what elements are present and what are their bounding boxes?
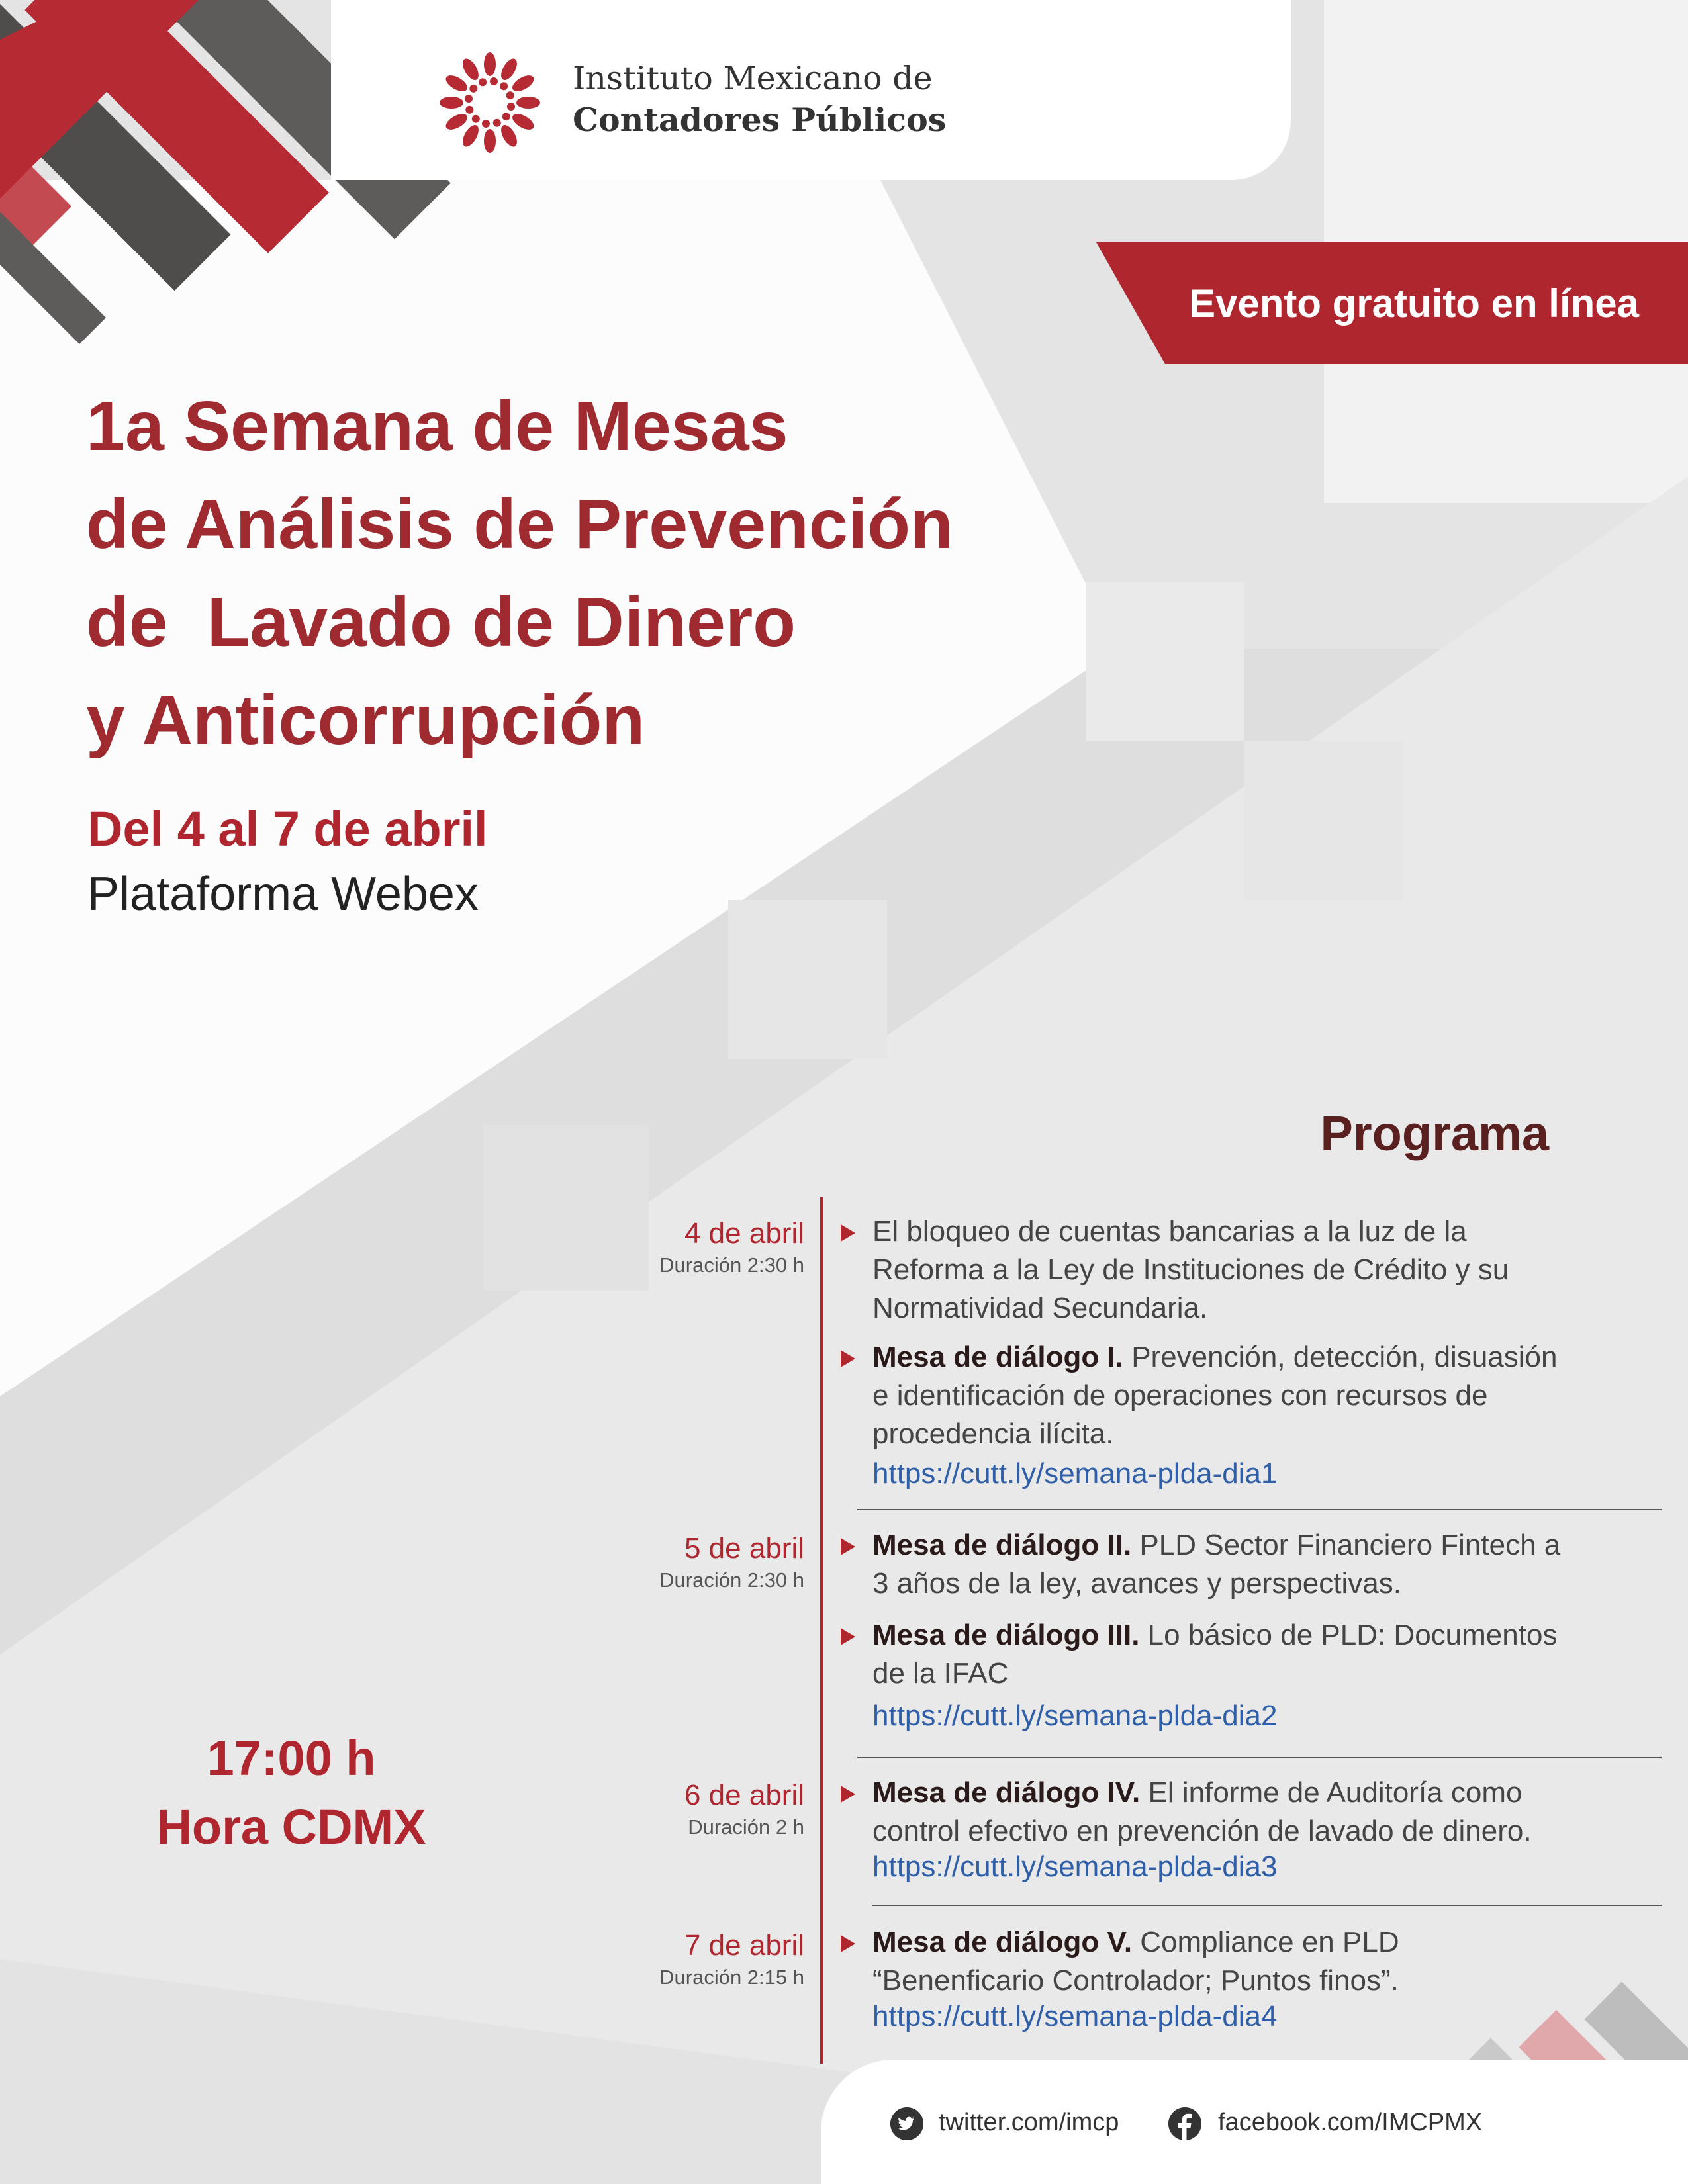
title-line: de Análisis de Prevención [86,485,953,563]
day-label [563,1530,804,1594]
title-line: 1a Semana de Mesas [86,387,788,465]
program-item-text [872,1774,1574,1850]
program-item-bold: Mesa de diálogo II. [872,1529,1132,1561]
day-date: 7 de abril [684,1929,804,1962]
free-online-badge: Evento gratuito en línea [1188,281,1640,326]
program-item-text [872,1526,1574,1603]
program-item-text [872,1338,1574,1453]
program-item-bold: Mesa de diálogo V. [872,1926,1133,1958]
organization-name-line2: Contadores Públicos [573,101,947,139]
program-heading: Programa [1320,1106,1549,1161]
twitter-handle[interactable]: twitter.com/imcp [939,2109,1119,2136]
program-item-text [872,1212,1574,1328]
bullet-triangle-icon [841,1935,855,1952]
day-date: 5 de abril [684,1532,804,1565]
program-item-body: El informe de Auditoría como control efectivo en prevención de lavado de dinero. [872,1776,1532,1847]
imcp-logo-icon [434,46,546,159]
bullet-triangle-icon [841,1786,855,1803]
day-duration: Duración 2:30 h [659,1569,804,1592]
day-duration: Duración 2 h [688,1815,804,1839]
day-label [563,1927,804,1991]
program-item-body: El bloqueo de cuentas bancarias a la luz de la Reforma a la Ley de Instituciones de Crédito y su Normatividad Secundaria. [872,1215,1509,1324]
program-item-text [872,1923,1574,2000]
twitter-icon[interactable] [890,2107,923,2140]
organization-name [573,58,946,140]
program-item-body: Compliance en PLD “Benenficario Controlador; Puntos finos”. [872,1926,1399,1997]
separator [857,1757,1662,1758]
program-item-body: Prevención, detección, disuasión e identificación de operaciones con recursos de procedencia ilícita. [872,1341,1558,1450]
day-date: 4 de abril [684,1217,804,1250]
day-link[interactable]: https://cutt.ly/semana-plda-dia1 [872,1457,1278,1490]
bullet-triangle-icon [841,1538,855,1555]
separator [872,1905,1662,1906]
bullet-triangle-icon [841,1224,855,1242]
organization-name-line1: Instituto Mexicano de [573,60,933,97]
time-zone: Hora CDMX [156,1799,426,1854]
facebook-icon[interactable] [1168,2107,1201,2140]
separator [857,1509,1662,1510]
bullet-triangle-icon [841,1350,855,1367]
time-value: 17:00 h [207,1731,376,1786]
facebook-handle[interactable]: facebook.com/IMCPMX [1218,2109,1483,2136]
day-link[interactable]: https://cutt.ly/semana-plda-dia3 [872,1850,1278,1883]
program-item-body: PLD Sector Financiero Fintech a 3 años de la ley, avances y perspectivas. [872,1529,1561,1600]
event-platform: Plataforma Webex [87,868,479,921]
day-label [563,1777,804,1841]
day-duration: Duración 2:15 h [659,1966,804,1989]
program-item-text [872,1616,1574,1693]
day-link[interactable]: https://cutt.ly/semana-plda-dia4 [872,2000,1278,2032]
bullet-triangle-icon [841,1628,855,1645]
event-title [86,377,1079,769]
day-label [563,1215,804,1279]
title-line: de Lavado de Dinero [86,583,796,661]
event-dates: Del 4 al 7 de abril [87,801,488,856]
day-link[interactable]: https://cutt.ly/semana-plda-dia2 [872,1700,1278,1732]
day-duration: Duración 2:30 h [659,1253,804,1277]
program-item-bold: Mesa de diálogo IV. [872,1776,1141,1809]
title-line: y Anticorrupción [86,681,645,759]
program-item-bold: Mesa de diálogo I. [872,1341,1123,1373]
day-date: 6 de abril [684,1779,804,1811]
event-time [119,1724,463,1862]
program-item-bold: Mesa de diálogo III. [872,1619,1140,1651]
program-timeline [820,1197,823,2064]
program-item-body: Lo básico de PLD: Documentos de la IFAC [872,1619,1558,1690]
